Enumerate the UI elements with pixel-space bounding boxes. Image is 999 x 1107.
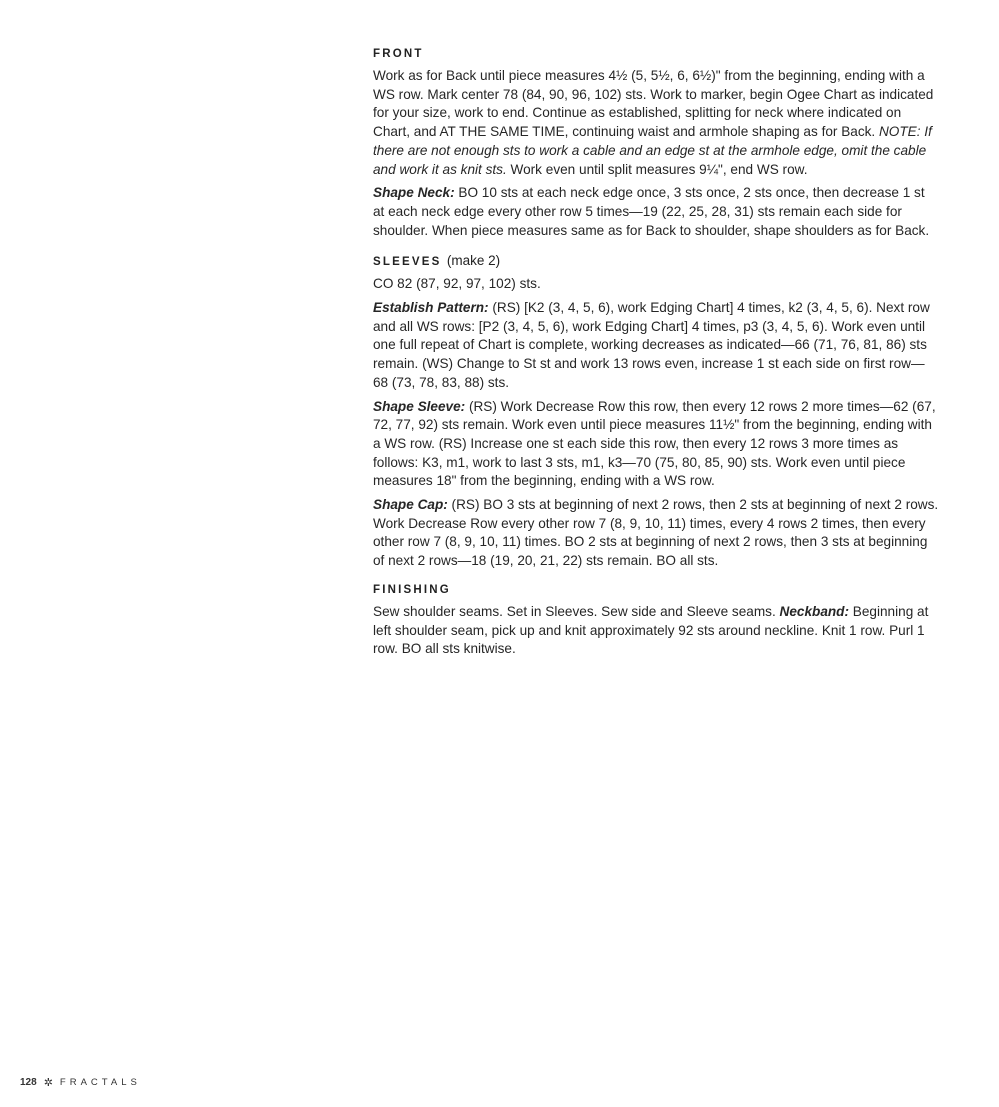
sleeves-heading-note: (make 2) (446, 253, 501, 269)
finishing-section (373, 584, 939, 659)
sleeves-heading-title: SLEEVES (373, 256, 442, 269)
finishing-heading: FINISHING (373, 583, 451, 596)
front-text-a: Work as for Back until piece measures 4½ (5, 5½, 6, 6½)" from the beginning, ending with a WS row. Mark center 78 (84, 90, 96, 102) sts. Work to marker, begin Ogee Chart as indicated for your size, work to end. Continue as established, splitting for neck where indicated on Chart, and AT THE SAME TIME, continuing waist and armhole shaping as for Back. (373, 68, 934, 140)
page-number: 128 (20, 1077, 37, 1088)
front-note: NOTE: If there are not enough sts to work a cable and an edge st at the armhole edge, omit the cable and work it as knit sts. (373, 124, 932, 177)
front-text-b: Work even until split measures 9¼", end WS row. (506, 161, 808, 177)
shape-cap-paragraph (373, 496, 939, 571)
finishing-text-b: Beginning at left shoulder seam, pick up and knit approximately 92 sts around neckline. Knit 1 row. Purl 1 row. BO all sts knitwise. (373, 603, 929, 657)
shape-sleeve-paragraph (373, 398, 939, 492)
shape-sleeve-label: Shape Sleeve: (373, 398, 466, 414)
sleeves-heading (373, 253, 939, 268)
finishing-paragraph (373, 603, 939, 659)
establish-pattern-text: (RS) [K2 (3, 4, 5, 6), work Edging Chart] 4 times, k2 (3, 4, 5, 6). Next row and all WS rows: [P2 (3, 4, 5, 6), work Edging Chart] 4 times, p3 (3, 4, 5, 6). Work even until one full repeat of Chart is complete, working decreases as indicated—66 (71, 76, 81, 86) sts remain. (WS) Change to St st and work 13 rows even, increase 1 st each side on first row—68 (73, 78, 83, 88) sts. (373, 300, 930, 390)
shape-cap-text: (RS) BO 3 sts at beginning of next 2 rows, then 2 sts at beginning of next 2 rows. Work Decrease Row every other row 7 (8, 9, 10, 11) times, every 4 rows 2 times, then every other row 7 (8, 9, 10, 11) times. BO 2 sts at beginning of next 2 rows, then 3 sts at beginning of next 2 rows—18 (19, 20, 21, 22) sts remain. BO all sts. (373, 497, 939, 569)
neckband-label: Neckband: (779, 603, 850, 619)
shape-neck-text: BO 10 sts at each neck edge once, 3 sts once, 2 sts once, then decrease 1 st at each neck edge every other row 5 times—19 (22, 25, 28, 31) sts remain each side for shoulder. When piece measures same as for Back to shoulder, shape shoulders as for Back. (373, 185, 930, 238)
instructions-column (373, 48, 939, 672)
establish-pattern-label: Establish Pattern: (373, 300, 489, 316)
page-footer (20, 1076, 141, 1089)
front-paragraph (373, 67, 939, 179)
book-title: FRACTALS (59, 1077, 141, 1088)
shape-cap-label: Shape Cap: (373, 497, 448, 513)
cast-on-paragraph: CO 82 (87, 92, 97, 102) sts. (373, 276, 541, 292)
front-section (373, 48, 939, 240)
shape-sleeve-text: (RS) Work Decrease Row this row, then every 12 rows 2 more times—62 (67, 72, 77, 92) sts remain. Work even until piece measures 11½" from the beginning, ending with a WS row. (RS) Increase one st each side this row, then every 12 rows 3 more times as follows: K3, m1, work to last 3 sts, m1, k3—70 (75, 80, 85, 90) sts. Work even until piece measures 18" from the beginning, ending with a WS row. (373, 398, 936, 489)
front-heading: FRONT (373, 48, 424, 60)
establish-pattern-paragraph (373, 299, 939, 393)
shape-neck-paragraph (373, 184, 939, 240)
sleeves-section (373, 253, 939, 571)
finishing-text-a: Sew shoulder seams. Set in Sleeves. Sew side and Sleeve seams. (373, 603, 780, 619)
asterisk-star-icon: ✲ (43, 1077, 53, 1089)
shape-neck-label: Shape Neck: (373, 185, 455, 201)
